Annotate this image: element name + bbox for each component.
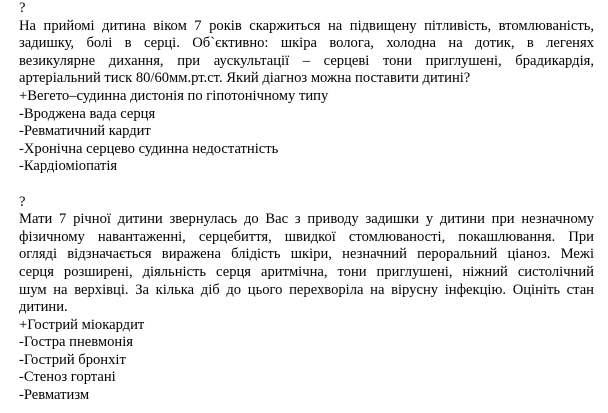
answer-option: -Ревматичний кардит (19, 123, 151, 140)
question-text-line: дитини. (19, 299, 68, 316)
answer-option-correct: +Вегето–судинна дистонія по гіпотонічному типу (19, 87, 329, 104)
question-text-line: везикулярне дихання, при аускультації – серцеві тони приглушені, брадикардія, (19, 52, 594, 69)
question-text-line: огляді відзначається виражена блідість шкіри, незначний пероральний ціаноз. Межі (19, 246, 594, 263)
question-text-line: серця розширені, діяльність серця аритмічна, тони приглушені, ніжний систолічний (19, 263, 594, 280)
answer-option-correct: +Гострий міокардит (19, 316, 145, 333)
question-marker: ? (19, 0, 26, 16)
answer-option: -Ревматизм (19, 387, 90, 404)
question-text-line: артеріальний тиск 80/60мм.рт.ст. Який діагноз можна поставити дитині? (19, 70, 471, 87)
document-body (19, 0, 594, 405)
question-text-line: На прийомі дитина віком 7 років скаржиться на підвищену пітливість, втомлюваність, (19, 17, 594, 34)
answer-option: -Гострий бронхіт (19, 351, 126, 368)
question-1 (19, 0, 594, 176)
answer-option: -Гостра пневмонія (19, 334, 133, 351)
answer-option: -Вроджена вада серця (19, 105, 156, 122)
answer-option: -Стеноз гортані (19, 369, 116, 386)
question-text-line: шум на верхівці. За кілька діб до цього перехворіла на вірусну інфекцію. Оцініть стан (19, 281, 594, 298)
question-text-line: Мати 7 річної дитини звернулась до Вас з приводу задишки у дитини при незначному (19, 211, 594, 228)
question-marker: ? (19, 193, 26, 210)
question-text-line: фізичному навантаженні, серцебиття, швидкої стомлюваності, покашлювання. При (19, 228, 594, 245)
answer-option: -Кардіоміопатія (19, 158, 118, 175)
blank-line (19, 176, 594, 194)
question-text-line: задишку, болі в серці. Об`єктивно: шкіра волога, холодна на дотик, в легенях (19, 35, 594, 52)
question-2 (19, 194, 594, 405)
answer-option: -Хронічна серцево судинна недостатність (19, 140, 279, 157)
